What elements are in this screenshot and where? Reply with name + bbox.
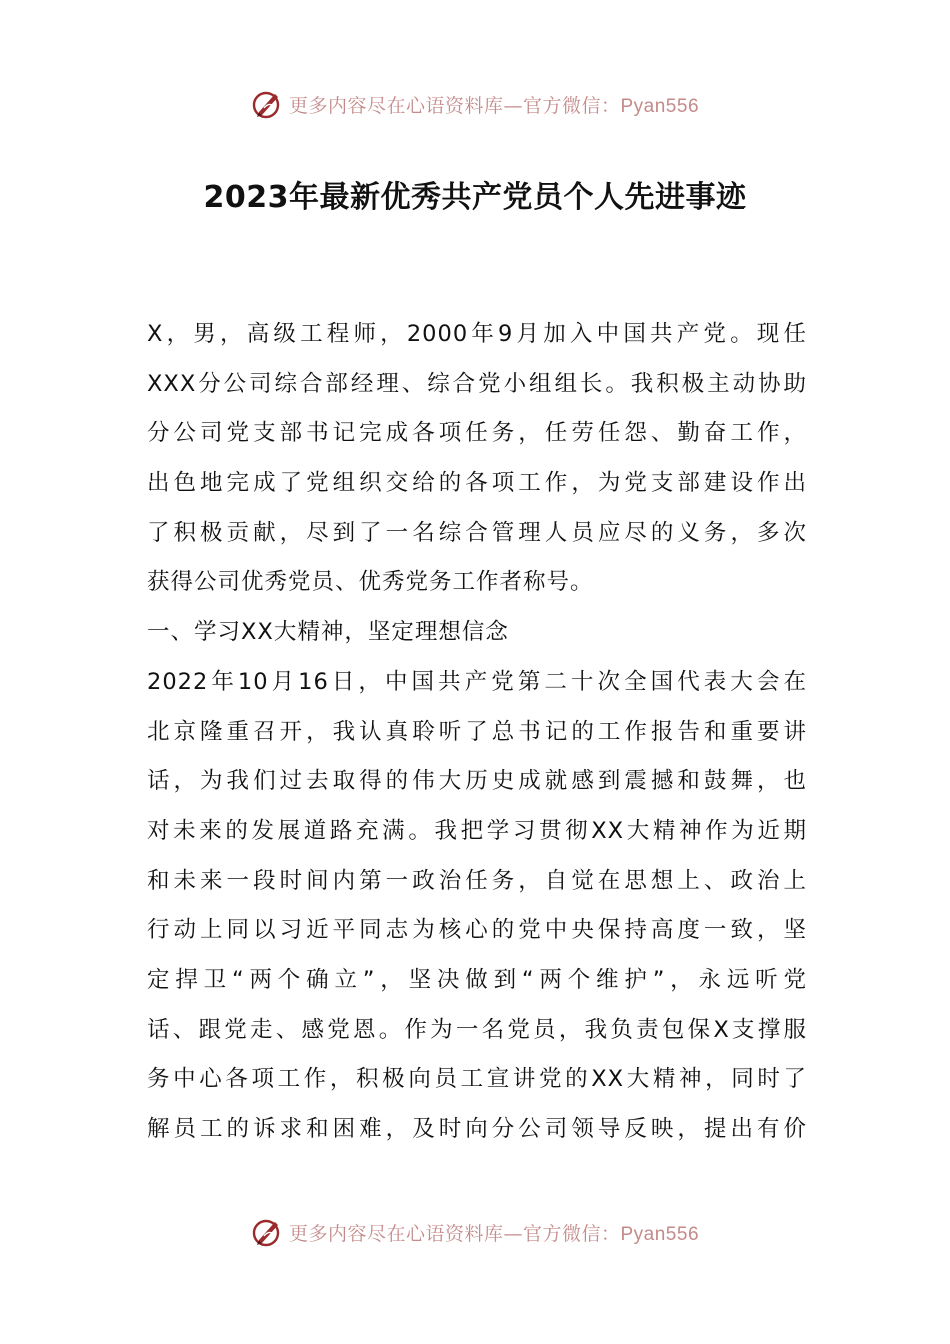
wechat-id: Pyan556 [620,95,700,117]
banner-text: 更多内容尽在心语资料库—官方微信：Pyan556 [288,94,700,117]
body-line: X，男，高级工程师，2000年9月加入中国共产党。现任 [147,321,807,347]
body-line: 行动上同以习近平同志为核心的党中央保持高度一致，坚 [147,917,807,944]
body-line: 北京隆重召开，我认真聆听了总书记的工作报告和重要讲 [147,718,807,745]
pen-circle-icon [251,88,283,120]
body-line: 和未来一段时间内第一政治任务，自觉在思想上、政治上 [147,867,807,894]
wechat-id: Pyan556 [620,1223,700,1245]
body-line: XXX分公司综合部经理、综合党小组组长。我积极主动协助 [147,370,807,397]
body-line: 分公司党支部书记完成各项任务，任劳任怨、勤奋工作， [147,420,807,447]
body-line: 获得公司优秀党员、优秀党务工作者称号。 [147,569,594,596]
body-line: 2022年10月16日，中国共产党第二十次全国代表大会在 [147,668,807,695]
pen-circle-icon [251,1216,283,1248]
body-line: 务中心各项工作，积极向员工宣讲党的XX大精神，同时了 [147,1066,807,1093]
footer-banner [0,1210,950,1254]
banner-text: 更多内容尽在心语资料库—官方微信：Pyan556 [288,1222,700,1245]
header-banner [0,82,950,126]
body-line: 了积极贡献，尽到了一名综合管理人员应尽的义务，多次 [147,519,807,546]
section-heading: 一、学习XX大精神，坚定理想信念 [147,619,509,646]
body-line: 话，为我们过去取得的伟大历史成就感到震撼和鼓舞，也 [147,768,807,795]
body-line: 对未来的发展道路充满。我把学习贯彻XX大精神作为近期 [147,817,807,844]
document-body [147,310,807,1155]
document-title: 2023年最新优秀共产党员个人先进事迹 [203,180,747,215]
body-line: 出色地完成了党组织交给的各项工作，为党支部建设作出 [147,470,807,497]
body-line: 话、跟党走、感党恩。作为一名党员，我负责包保X支撑服 [147,1016,807,1043]
body-line: 定捍卫“两个确立”，坚决做到“两个维护”，永远听党 [147,966,807,993]
body-line: 解员工的诉求和困难，及时向分公司领导反映，提出有价 [147,1116,807,1142]
